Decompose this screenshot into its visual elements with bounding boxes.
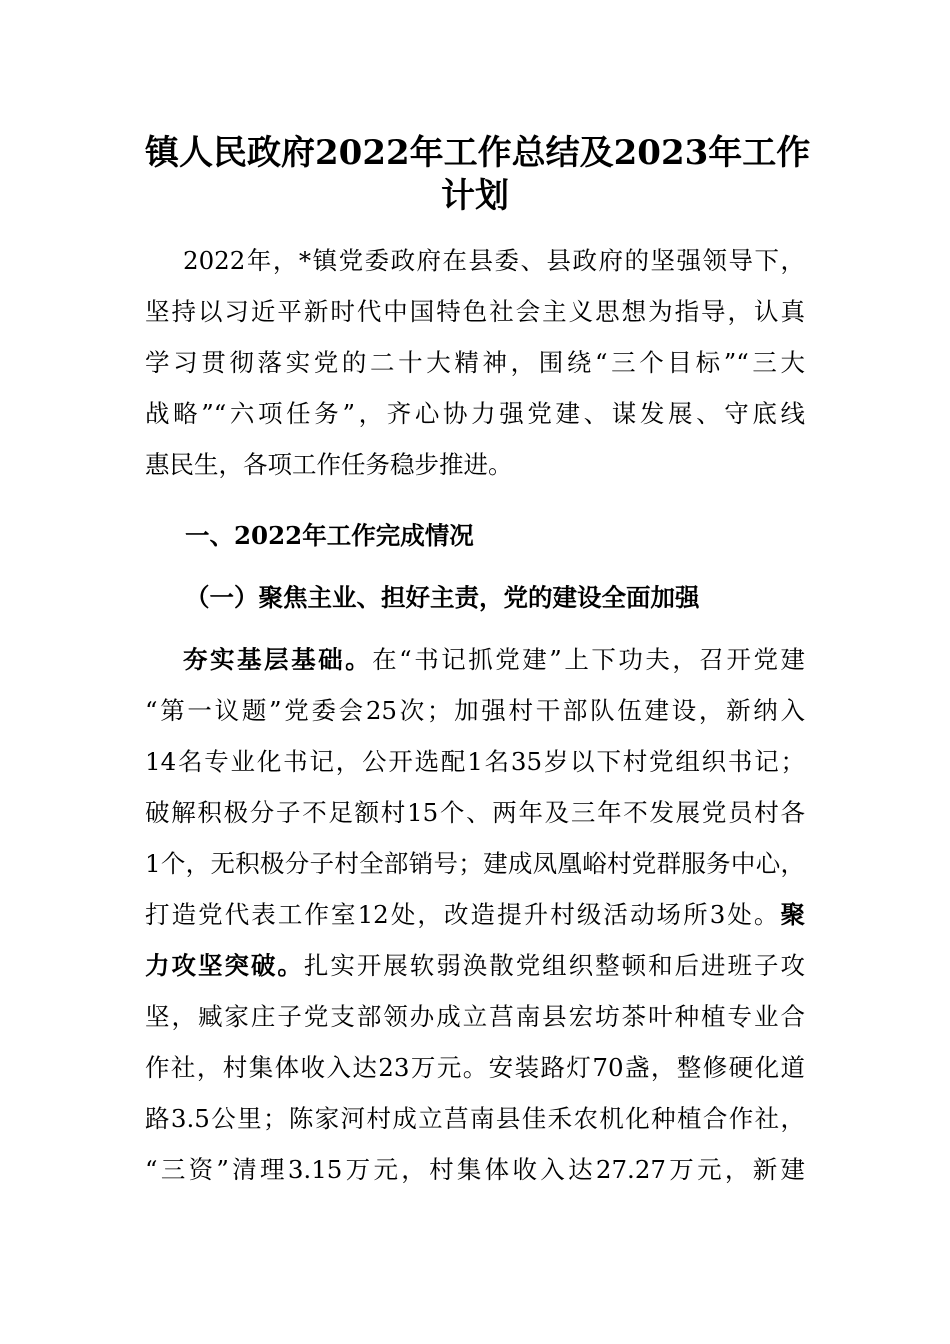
lead-phrase: 聚 xyxy=(780,900,805,929)
body-line: 破解积极分子不足额村15个、两年及三年不发展党员村各 xyxy=(145,798,805,827)
intro-line: 惠民生，各项工作任务稳步推进。 xyxy=(145,450,513,479)
body-line: 作社，村集体收入达23万元。安装路灯70盏，整修硬化道 xyxy=(145,1053,805,1082)
lead-phrase: 夯实基层基础。 xyxy=(183,645,373,674)
body-line: 坚，臧家庄子党支部领办成立莒南县宏坊茶叶种植专业合 xyxy=(145,1002,805,1031)
body-paragraph xyxy=(145,634,805,1195)
intro-line: 学习贯彻落实党的二十大精神，围绕“三个目标”“三大 xyxy=(145,348,805,377)
body-line: 路3.5公里；陈家河村成立莒南县佳禾农机化种植合作社， xyxy=(145,1104,805,1133)
section-heading: 一、2022年工作完成情况 xyxy=(185,521,474,550)
subsection-heading: （一）聚焦主业、担好主责，党的建设全面加强 xyxy=(185,583,700,612)
body-line: 夯实基层基础。在“书记抓党建”上下功夫，召开党建 xyxy=(183,645,805,674)
body-line: 力攻坚突破。扎实开展软弱涣散党组织整顿和后进班子攻 xyxy=(145,951,805,980)
document-title-line2: 计划 xyxy=(441,176,509,216)
intro-paragraph xyxy=(145,235,805,490)
body-line: 1个，无积极分子村全部销号；建成凤凰峪村党群服务中心， xyxy=(145,849,805,878)
body-line: “第一议题”党委会25次；加强村干部队伍建设，新纳入 xyxy=(145,696,805,725)
body-line: 14名专业化书记，公开选配1名35岁以下村党组织书记； xyxy=(145,747,805,776)
body-line: 打造党代表工作室12处，改造提升村级活动场所3处。聚 xyxy=(145,900,805,929)
intro-line: 坚持以习近平新时代中国特色社会主义思想为指导，认真 xyxy=(145,297,805,326)
intro-line: 战略”“六项任务”，齐心协力强党建、谋发展、守底线 xyxy=(145,399,805,428)
document-title-line1: 镇人民政府2022年工作总结及2023年工作 xyxy=(145,133,811,173)
lead-phrase: 力攻坚突破。 xyxy=(145,951,304,980)
body-line: “三资”清理3.15万元，村集体收入达27.27万元，新建 xyxy=(145,1155,805,1184)
intro-line: 2022年，*镇党委政府在县委、县政府的坚强领导下， xyxy=(183,246,805,275)
